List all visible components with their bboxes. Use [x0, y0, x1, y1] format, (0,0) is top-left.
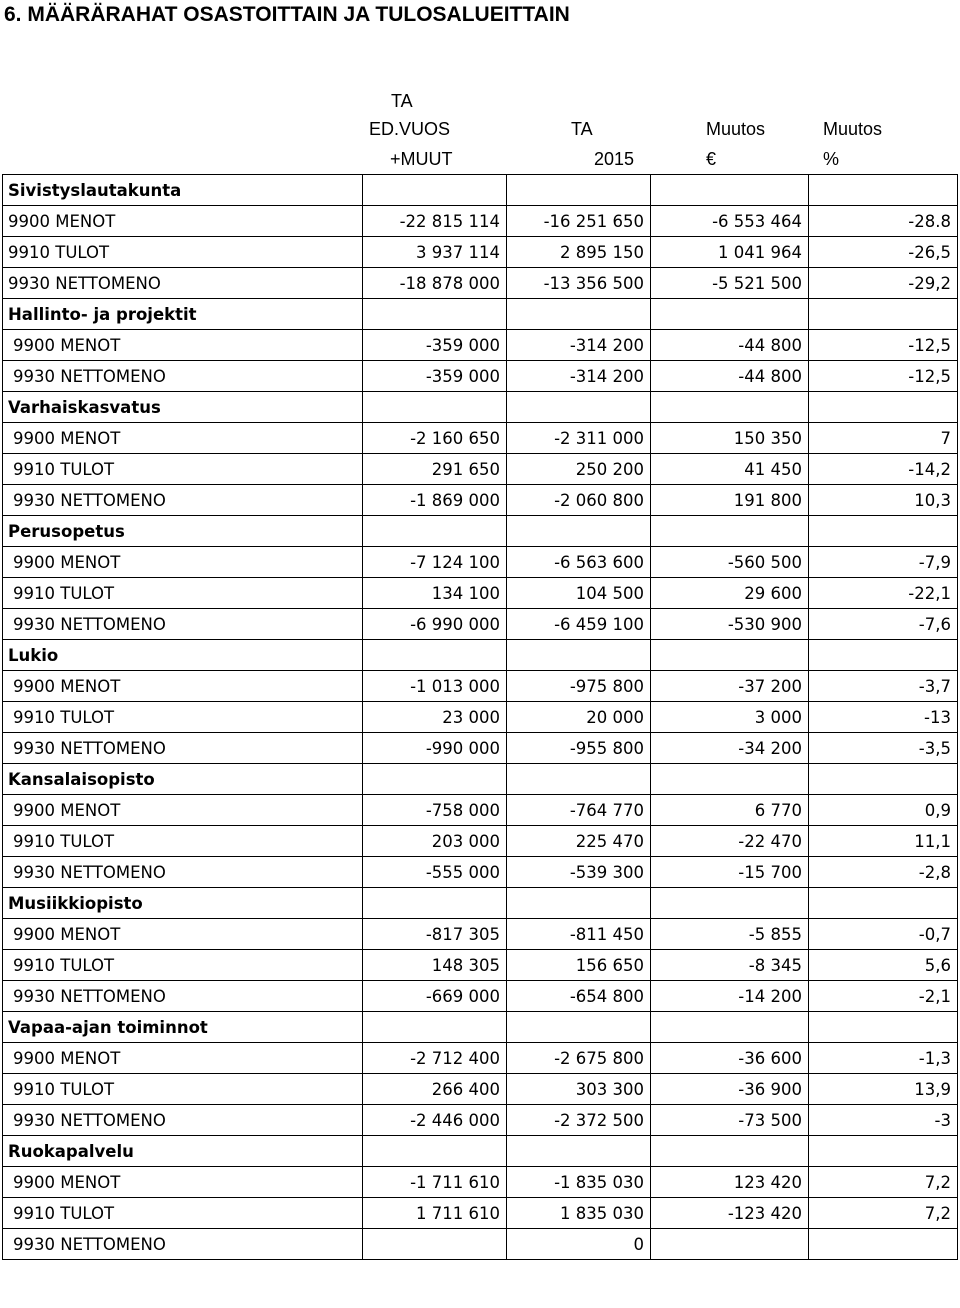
ta-ed-value: -758 000 [363, 795, 507, 826]
header-muutos-eur-line2: € [706, 149, 717, 169]
ta-ed-value: 266 400 [363, 1074, 507, 1105]
muutos-eur-value: 3 000 [651, 702, 809, 733]
section-row [3, 392, 958, 423]
empty-cell [507, 764, 651, 795]
empty-cell [507, 640, 651, 671]
section-name: Kansalaisopisto [3, 764, 363, 795]
empty-cell [507, 1012, 651, 1043]
muutos-eur-value: -22 470 [651, 826, 809, 857]
muutos-eur-value: 41 450 [651, 454, 809, 485]
ta-value: -2 372 500 [507, 1105, 651, 1136]
row-label: 9910 TULOT [3, 702, 363, 733]
header-muutos-pct-line1: Muutos [823, 119, 883, 139]
empty-cell [651, 888, 809, 919]
ta-ed-value: -990 000 [363, 733, 507, 764]
ta-value: 156 650 [507, 950, 651, 981]
muutos-pct-value: -3 [809, 1105, 958, 1136]
muutos-pct-value: 7,2 [809, 1198, 958, 1229]
muutos-pct-value: 13,9 [809, 1074, 958, 1105]
muutos-pct-value: -7,6 [809, 609, 958, 640]
ta-value: -314 200 [507, 330, 651, 361]
ta-ed-value: -817 305 [363, 919, 507, 950]
table-row [3, 237, 958, 268]
empty-cell [651, 764, 809, 795]
table-row [3, 826, 958, 857]
muutos-pct-value: -14,2 [809, 454, 958, 485]
muutos-pct-value: -7,9 [809, 547, 958, 578]
empty-cell [809, 175, 958, 206]
muutos-eur-value: 191 800 [651, 485, 809, 516]
empty-cell [363, 299, 507, 330]
ta-ed-value: -18 878 000 [363, 268, 507, 299]
muutos-pct-value: 5,6 [809, 950, 958, 981]
empty-cell [809, 392, 958, 423]
muutos-pct-value [809, 1229, 958, 1260]
empty-cell [363, 392, 507, 423]
ta-value: -1 835 030 [507, 1167, 651, 1198]
ta-ed-value: 148 305 [363, 950, 507, 981]
muutos-eur-value: -560 500 [651, 547, 809, 578]
ta-value: 225 470 [507, 826, 651, 857]
ta-ed-value: 203 000 [363, 826, 507, 857]
muutos-eur-value: 150 350 [651, 423, 809, 454]
ta-ed-value: 3 937 114 [363, 237, 507, 268]
table-row [3, 547, 958, 578]
ta-ed-value: -2 446 000 [363, 1105, 507, 1136]
muutos-eur-value: -530 900 [651, 609, 809, 640]
ta-value: -811 450 [507, 919, 651, 950]
row-label: 9910 TULOT [3, 1074, 363, 1105]
ta-ed-value: 23 000 [363, 702, 507, 733]
section-name: Vapaa-ajan toiminnot [3, 1012, 363, 1043]
header-ta-line1: TA [571, 119, 593, 139]
empty-cell [507, 888, 651, 919]
table-row [3, 578, 958, 609]
muutos-eur-value: -34 200 [651, 733, 809, 764]
section-row [3, 888, 958, 919]
budget-table [2, 174, 958, 1260]
table-row [3, 950, 958, 981]
ta-value: -975 800 [507, 671, 651, 702]
muutos-eur-value: -5 855 [651, 919, 809, 950]
table-row [3, 702, 958, 733]
table-row [3, 268, 958, 299]
muutos-eur-value: 123 420 [651, 1167, 809, 1198]
ta-value: 303 300 [507, 1074, 651, 1105]
table-row [3, 981, 958, 1012]
table-row [3, 361, 958, 392]
empty-cell [363, 888, 507, 919]
table-row [3, 795, 958, 826]
table-row [3, 857, 958, 888]
table-row [3, 423, 958, 454]
ta-ed-value: -359 000 [363, 361, 507, 392]
muutos-eur-value: -123 420 [651, 1198, 809, 1229]
section-row [3, 640, 958, 671]
muutos-eur-value: -36 600 [651, 1043, 809, 1074]
ta-ed-value: -1 013 000 [363, 671, 507, 702]
ta-ed-value: -1 869 000 [363, 485, 507, 516]
muutos-eur-value: -14 200 [651, 981, 809, 1012]
section-name: Ruokapalvelu [3, 1136, 363, 1167]
ta-value: -955 800 [507, 733, 651, 764]
muutos-pct-value: 11,1 [809, 826, 958, 857]
row-label: 9910 TULOT [3, 950, 363, 981]
row-label: 9930 NETTOMENO [3, 361, 363, 392]
table-row [3, 1198, 958, 1229]
empty-cell [809, 764, 958, 795]
empty-cell [363, 764, 507, 795]
empty-cell [809, 299, 958, 330]
header-ta-ed-line3: +MUUT [390, 149, 453, 169]
section-name: Varhaiskasvatus [3, 392, 363, 423]
ta-value: 20 000 [507, 702, 651, 733]
row-label: 9930 NETTOMENO [3, 485, 363, 516]
table-row [3, 330, 958, 361]
section-row [3, 764, 958, 795]
header-muutos-eur-line1: Muutos [706, 119, 766, 139]
ta-ed-value: -2 712 400 [363, 1043, 507, 1074]
ta-ed-value: -22 815 114 [363, 206, 507, 237]
ta-value: -2 060 800 [507, 485, 651, 516]
section-name: Lukio [3, 640, 363, 671]
muutos-eur-value: -36 900 [651, 1074, 809, 1105]
ta-value: -13 356 500 [507, 268, 651, 299]
section-row [3, 1012, 958, 1043]
ta-value: 1 835 030 [507, 1198, 651, 1229]
muutos-eur-value: -44 800 [651, 361, 809, 392]
section-row [3, 175, 958, 206]
header-ta-ed-line1: TA [391, 91, 413, 111]
empty-cell [651, 175, 809, 206]
row-label: 9910 TULOT [3, 1198, 363, 1229]
muutos-eur-value: 29 600 [651, 578, 809, 609]
ta-value: -539 300 [507, 857, 651, 888]
section-name: Perusopetus [3, 516, 363, 547]
ta-ed-value: 291 650 [363, 454, 507, 485]
empty-cell [809, 1012, 958, 1043]
row-label: 9930 NETTOMENO [3, 1105, 363, 1136]
section-name: Sivistyslautakunta [3, 175, 363, 206]
muutos-eur-value: -37 200 [651, 671, 809, 702]
empty-cell [651, 1136, 809, 1167]
header-ta-ed-line2: ED.VUOS [369, 119, 451, 139]
table-row [3, 485, 958, 516]
ta-ed-value: -6 990 000 [363, 609, 507, 640]
row-label: 9900 MENOT [3, 547, 363, 578]
muutos-pct-value: -28.8 [809, 206, 958, 237]
empty-cell [363, 1012, 507, 1043]
empty-cell [651, 299, 809, 330]
ta-value: -6 563 600 [507, 547, 651, 578]
empty-cell [507, 175, 651, 206]
empty-cell [363, 175, 507, 206]
ta-value: -2 311 000 [507, 423, 651, 454]
section-name: Hallinto- ja projektit [3, 299, 363, 330]
table-row [3, 919, 958, 950]
row-label: 9930 NETTOMENO [3, 268, 363, 299]
header-ta-line2: 2015 [594, 149, 635, 169]
muutos-pct-value: -12,5 [809, 361, 958, 392]
row-label: 9930 NETTOMENO [3, 981, 363, 1012]
table-row [3, 1043, 958, 1074]
section-name: Musiikkiopisto [3, 888, 363, 919]
ta-value: 250 200 [507, 454, 651, 485]
muutos-pct-value: -0,7 [809, 919, 958, 950]
ta-ed-value: 1 711 610 [363, 1198, 507, 1229]
row-label: 9910 TULOT [3, 578, 363, 609]
ta-value: -764 770 [507, 795, 651, 826]
muutos-pct-value: -2,8 [809, 857, 958, 888]
empty-cell [809, 1136, 958, 1167]
empty-cell [809, 516, 958, 547]
row-label: 9900 MENOT [3, 1167, 363, 1198]
muutos-eur-value: -6 553 464 [651, 206, 809, 237]
row-label: 9910 TULOT [3, 237, 363, 268]
table-row [3, 1167, 958, 1198]
empty-cell [363, 516, 507, 547]
empty-cell [651, 640, 809, 671]
muutos-eur-value: -73 500 [651, 1105, 809, 1136]
empty-cell [507, 299, 651, 330]
empty-cell [809, 888, 958, 919]
ta-ed-value: -2 160 650 [363, 423, 507, 454]
muutos-eur-value: -5 521 500 [651, 268, 809, 299]
row-label: 9930 NETTOMENO [3, 733, 363, 764]
muutos-pct-value: -1,3 [809, 1043, 958, 1074]
empty-cell [507, 392, 651, 423]
muutos-eur-value: -44 800 [651, 330, 809, 361]
table-row [3, 1229, 958, 1260]
row-label: 9900 MENOT [3, 423, 363, 454]
muutos-pct-value: -22,1 [809, 578, 958, 609]
empty-cell [363, 1136, 507, 1167]
muutos-eur-value: 6 770 [651, 795, 809, 826]
empty-cell [651, 392, 809, 423]
muutos-pct-value: -12,5 [809, 330, 958, 361]
table-row [3, 733, 958, 764]
budget-table-body [3, 175, 958, 1260]
ta-value: -2 675 800 [507, 1043, 651, 1074]
header-muutos-pct-line2: % [823, 149, 840, 169]
section-row [3, 516, 958, 547]
row-label: 9900 MENOT [3, 330, 363, 361]
ta-ed-value: -7 124 100 [363, 547, 507, 578]
table-row [3, 671, 958, 702]
table-row [3, 1105, 958, 1136]
table-row [3, 1074, 958, 1105]
section-row [3, 299, 958, 330]
ta-value: -654 800 [507, 981, 651, 1012]
ta-value: 0 [507, 1229, 651, 1260]
row-label: 9900 MENOT [3, 919, 363, 950]
row-label: 9930 NETTOMENO [3, 857, 363, 888]
muutos-pct-value: -3,7 [809, 671, 958, 702]
row-label: 9930 NETTOMENO [3, 1229, 363, 1260]
row-label: 9910 TULOT [3, 454, 363, 485]
ta-ed-value: -555 000 [363, 857, 507, 888]
muutos-pct-value: -29,2 [809, 268, 958, 299]
empty-cell [507, 1136, 651, 1167]
page-title: 6. MÄÄRÄRAHAT OSASTOITTAIN JA TULOSALUEITTAIN [4, 3, 570, 26]
muutos-pct-value: -26,5 [809, 237, 958, 268]
muutos-pct-value: 7 [809, 423, 958, 454]
row-label: 9900 MENOT [3, 671, 363, 702]
muutos-pct-value: -13 [809, 702, 958, 733]
row-label: 9900 MENOT [3, 206, 363, 237]
muutos-pct-value: 7,2 [809, 1167, 958, 1198]
muutos-pct-value: 0,9 [809, 795, 958, 826]
section-row [3, 1136, 958, 1167]
muutos-eur-value: -8 345 [651, 950, 809, 981]
empty-cell [507, 516, 651, 547]
muutos-eur-value [651, 1229, 809, 1260]
ta-ed-value: -669 000 [363, 981, 507, 1012]
empty-cell [651, 516, 809, 547]
ta-ed-value: 134 100 [363, 578, 507, 609]
row-label: 9910 TULOT [3, 826, 363, 857]
table-row [3, 454, 958, 485]
empty-cell [809, 640, 958, 671]
ta-ed-value: -359 000 [363, 330, 507, 361]
row-label: 9900 MENOT [3, 1043, 363, 1074]
muutos-eur-value: 1 041 964 [651, 237, 809, 268]
muutos-pct-value: -2,1 [809, 981, 958, 1012]
empty-cell [363, 640, 507, 671]
row-label: 9900 MENOT [3, 795, 363, 826]
table-row [3, 206, 958, 237]
muutos-eur-value: -15 700 [651, 857, 809, 888]
row-label: 9930 NETTOMENO [3, 609, 363, 640]
ta-value: -16 251 650 [507, 206, 651, 237]
muutos-pct-value: 10,3 [809, 485, 958, 516]
ta-value: -314 200 [507, 361, 651, 392]
ta-ed-value [363, 1229, 507, 1260]
ta-value: -6 459 100 [507, 609, 651, 640]
ta-ed-value: -1 711 610 [363, 1167, 507, 1198]
ta-value: 104 500 [507, 578, 651, 609]
table-row [3, 609, 958, 640]
empty-cell [651, 1012, 809, 1043]
ta-value: 2 895 150 [507, 237, 651, 268]
muutos-pct-value: -3,5 [809, 733, 958, 764]
